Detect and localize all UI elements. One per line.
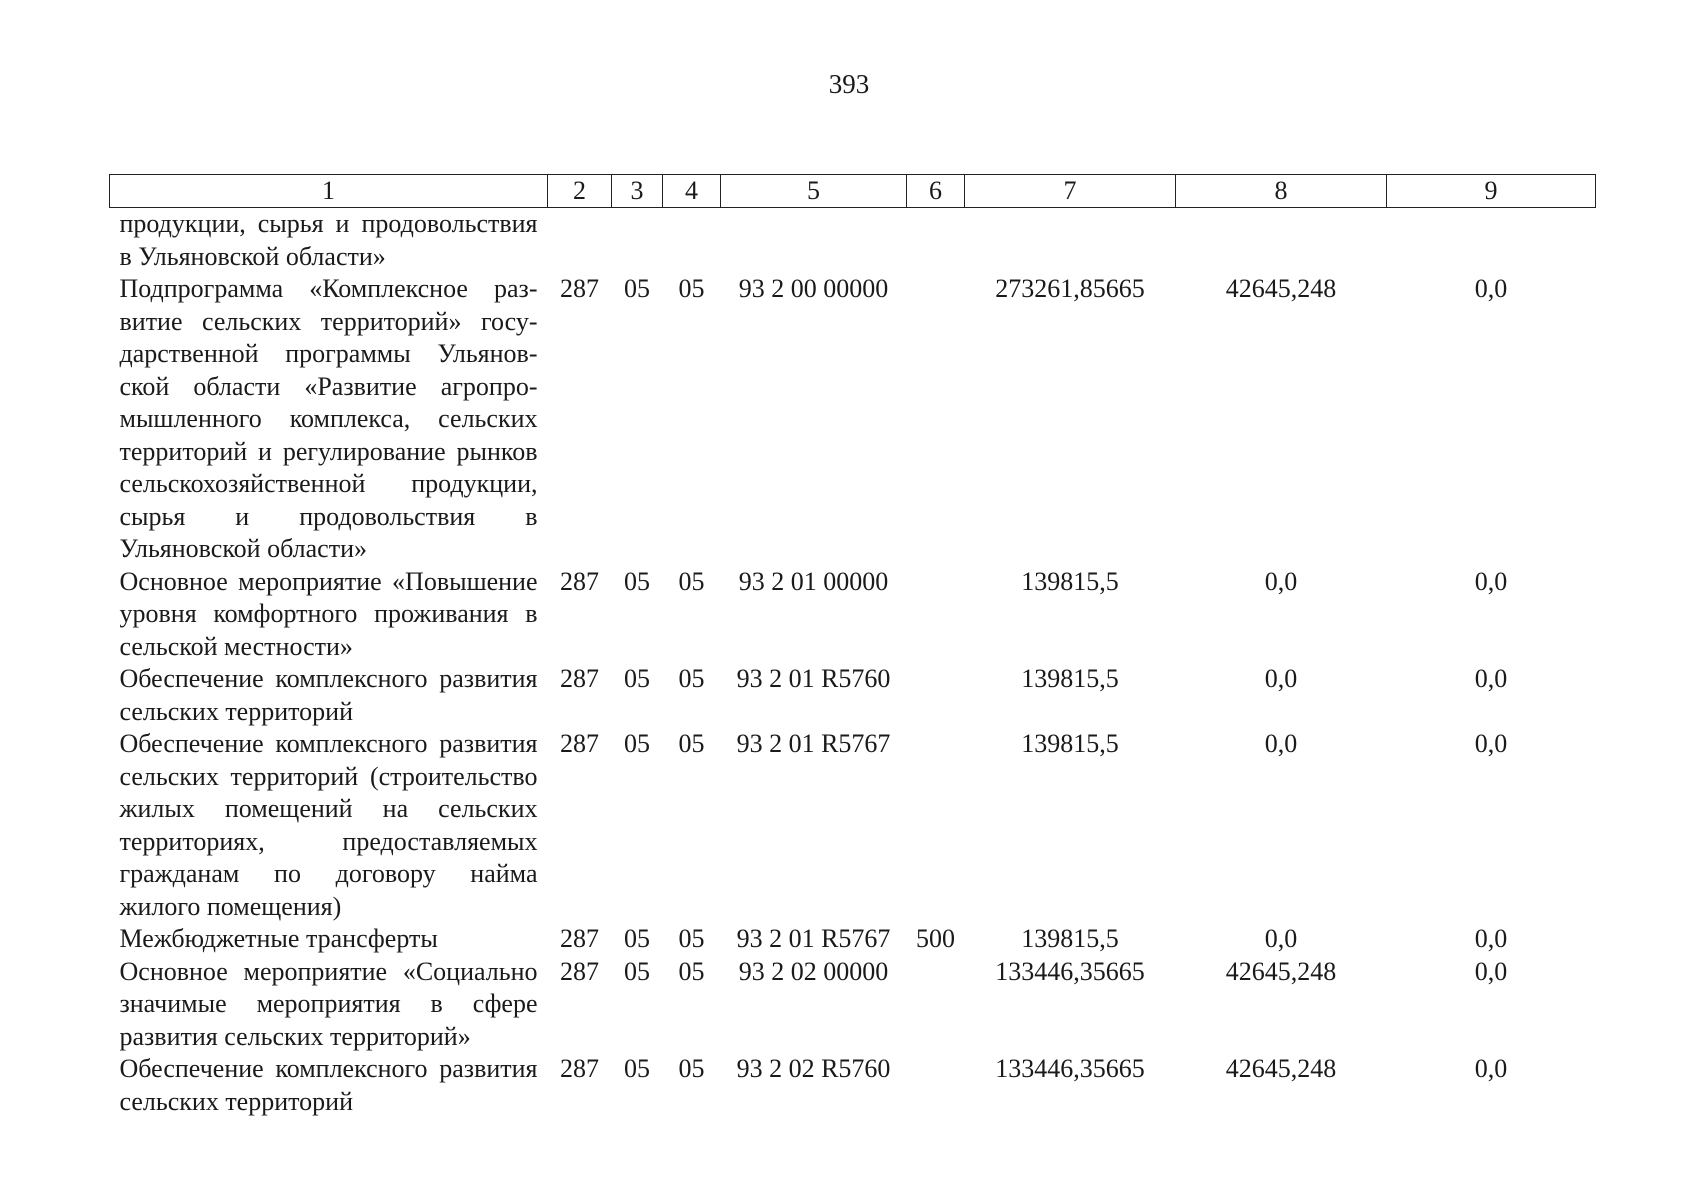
- cell-c9: 0,0: [1474, 274, 1508, 303]
- table-row: [110, 956, 1596, 1054]
- cell-c9: 0,0: [1474, 566, 1508, 596]
- header-col-9: 9: [1387, 175, 1596, 208]
- cell-c9: 0,0: [1474, 924, 1508, 953]
- cell-c4: 05: [678, 274, 705, 303]
- header-col-8: 8: [1176, 175, 1387, 208]
- cell-c2: [548, 208, 612, 274]
- page-number: 393: [828, 69, 870, 99]
- cell-c5: 93 2 01 00000: [738, 566, 889, 596]
- cell-c6: [907, 1053, 965, 1118]
- cell-c3: 05: [624, 956, 650, 986]
- cell-c8: 42645,248: [1225, 274, 1337, 303]
- cell-c4: [663, 208, 721, 274]
- table-row: [110, 566, 1596, 664]
- cell-c7: [965, 208, 1176, 274]
- header-col-1: 1: [110, 175, 548, 208]
- table-row: [110, 273, 1596, 566]
- cell-c8: 0,0: [1264, 664, 1298, 693]
- cell-c3: 05: [624, 566, 650, 596]
- cell-c4: 05: [678, 664, 705, 693]
- cell-c2: 287: [560, 274, 599, 303]
- cell-c3: 05: [624, 729, 650, 758]
- cell-c5: 93 2 02 00000: [738, 956, 889, 986]
- cell-c8: 0,0: [1264, 924, 1298, 953]
- cell-c9: 0,0: [1474, 956, 1508, 986]
- row-name: Обеспечение комплексного развития сельских территорий: [119, 664, 538, 726]
- cell-c4: 05: [678, 956, 705, 986]
- header-col-4: 4: [663, 175, 721, 208]
- header-col-7: 7: [965, 175, 1176, 208]
- cell-c5: 93 2 01 R5767: [736, 924, 891, 953]
- table-body: [110, 208, 1596, 1119]
- table-header: [110, 175, 1596, 208]
- cell-c2: 287: [560, 729, 599, 758]
- cell-c7: 139815,5: [1021, 566, 1119, 596]
- cell-c9: 0,0: [1474, 1054, 1508, 1083]
- cell-c3: 05: [624, 924, 650, 953]
- header-row: [110, 175, 1596, 208]
- cell-c2: 287: [560, 1054, 599, 1083]
- cell-c7: 133446,35665: [995, 956, 1145, 986]
- table-row: [110, 208, 1596, 274]
- cell-c2: 287: [560, 664, 599, 693]
- cell-c6: [907, 663, 965, 728]
- row-name: продукции, сырья и продовольствия в Ульяновской области»: [119, 209, 538, 271]
- cell-c8: 0,0: [1264, 566, 1298, 596]
- cell-c7: 139815,5: [1021, 729, 1119, 758]
- cell-c2: 287: [560, 956, 599, 986]
- header-col-6: 6: [907, 175, 965, 208]
- cell-c7: 139815,5: [1021, 924, 1119, 953]
- row-name: Межбюджетные трансферты: [119, 924, 438, 953]
- cell-c6: [907, 956, 965, 1054]
- row-name: Основное мероприятие «Повышение уровня комфортного проживания в сельской местности»: [119, 566, 538, 661]
- table-row: [110, 923, 1596, 956]
- cell-c7: 139815,5: [1021, 664, 1119, 693]
- budget-table: [109, 174, 1596, 1118]
- cell-c8: [1176, 208, 1387, 274]
- cell-c2: 287: [560, 924, 599, 953]
- cell-c6: [907, 566, 965, 664]
- cell-c7: 133446,35665: [995, 1054, 1145, 1083]
- cell-c4: 05: [678, 1054, 705, 1083]
- header-col-3: 3: [612, 175, 663, 208]
- table-row: [110, 728, 1596, 923]
- cell-c4: 05: [678, 924, 705, 953]
- cell-c8: 0,0: [1264, 729, 1298, 758]
- cell-c6: [907, 208, 965, 274]
- cell-c9: 0,0: [1474, 664, 1508, 693]
- cell-c5: 93 2 00 00000: [738, 274, 889, 303]
- cell-c6: 500: [916, 924, 955, 953]
- cell-c8: 42645,248: [1225, 956, 1337, 986]
- cell-c6: [907, 273, 965, 566]
- cell-c2: 287: [560, 566, 599, 596]
- cell-c3: 05: [624, 1054, 650, 1083]
- row-name: Обеспечение комплексного развития сельских территорий: [119, 1054, 538, 1116]
- row-name: Основное мероприятие «Социально значимые мероприятия в сфере развития сельских территорий»: [119, 956, 538, 1051]
- cell-c9: [1387, 208, 1596, 274]
- header-col-5: 5: [721, 175, 907, 208]
- row-name: Обеспечение комплексного развития сельских территорий (строительство жилых помещений на сельских территориях, предоставляемых гражданам по договору найма жилого помещения): [119, 729, 538, 921]
- cell-c5: 93 2 01 R5767: [736, 729, 891, 758]
- cell-c3: [612, 208, 663, 274]
- table-row: [110, 1053, 1596, 1118]
- cell-c6: [907, 728, 965, 923]
- cell-c7: 273261,85665: [995, 274, 1145, 303]
- cell-c3: 05: [624, 274, 650, 303]
- cell-c8: 42645,248: [1225, 1054, 1337, 1083]
- cell-c5: 93 2 02 R5760: [736, 1054, 891, 1083]
- cell-c4: 05: [678, 729, 705, 758]
- cell-c4: 05: [678, 566, 705, 596]
- cell-c5: [721, 208, 907, 274]
- table-row: [110, 663, 1596, 728]
- row-name: Подпрограмма «Комплексное развитие сельских территорий» государственной программы Ульяновской области «Развитие агропромышленного комплекса, сельских территорий и регулирование рынков сельскохозяйственной продукции, сырья и продовольствия в Ульяновской области»: [119, 274, 538, 563]
- cell-c3: 05: [624, 664, 650, 693]
- cell-c9: 0,0: [1474, 729, 1508, 758]
- header-col-2: 2: [548, 175, 612, 208]
- cell-c5: 93 2 01 R5760: [736, 664, 891, 693]
